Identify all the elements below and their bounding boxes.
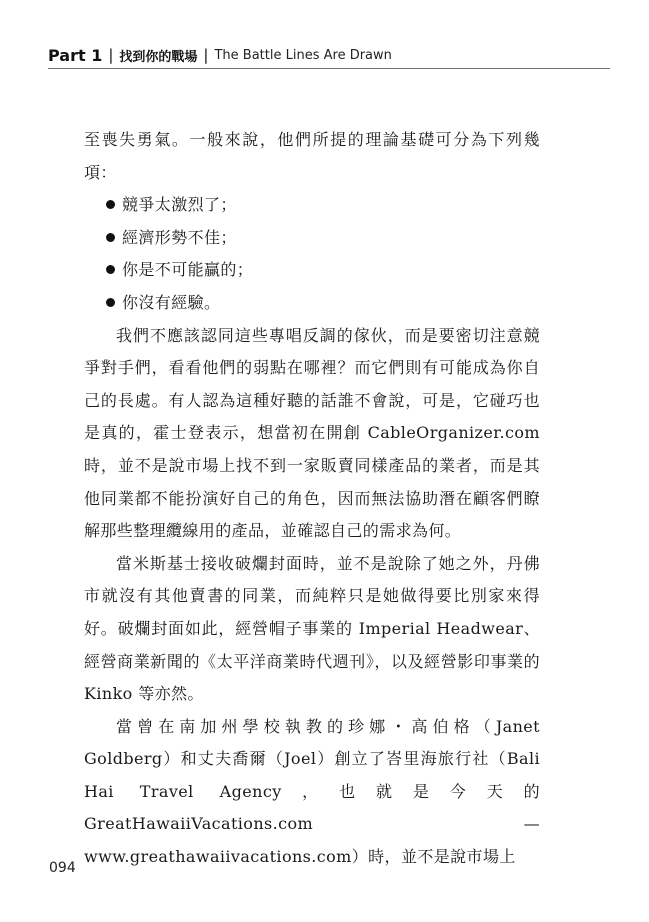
part-label: Part 1 [48,45,103,65]
header-rule [48,68,610,69]
paragraph: 我們不應該認同這些專唱反調的傢伙，而是要密切注意競爭對手們，看看他們的弱點在哪裡？而它們則有可能成為你自己的長處。有人認為這種好聽的話誰不會說，可是，它碰巧也是真的，霍士登表示，想當初在開創 CableOrganizer.com 時，並不是說市場上找不到一家販賣同樣產品的業者，而是其他同業都不能扮演好自己的角色，因而無法協助潛在顧客們瞭解那些整理纜線用的產品，並確認自己的需求為何。 [84,325,540,541]
chapter-title-chinese: 找到你的戰場 [119,49,198,65]
list-item [84,254,540,287]
bullet-icon [106,200,115,209]
paragraph: 當米斯基士接收破爛封面時，並不是說除了她之外，丹佛市就沒有其他賣書的同業，而純粹只是她做得要比別家來得好。破爛封面如此，經營帽子事業的 Imperial Headwear、經營商業新聞的《太平洋商業時代週刊》，以及經營影印事業的 Kinko 等亦然。 [84,553,540,704]
list-item-text: 經濟形勢不佳； [122,227,237,247]
bullet-icon [106,265,115,274]
list-item-text: 你沒有經驗。 [122,292,221,312]
running-header [48,42,610,68]
bullet-icon [106,298,115,307]
body-text [84,124,540,874]
list-item-text: 競爭太激烈了； [122,195,237,215]
bullet-list [84,189,540,319]
header-separator: | [108,46,114,64]
list-item-text: 你是不可能贏的； [122,260,254,280]
list-item [84,222,540,255]
page-number: 094 [49,860,76,876]
header-separator: | [203,46,209,64]
intro-paragraph: 至喪失勇氣。一般來說，他們所提的理論基礎可分為下列幾項： [84,130,540,182]
paragraph: 當曾在南加州學校執教的珍娜・高伯格（Janet Goldberg）和丈夫喬爾（Joel）創立了峇里海旅行社（Bali Hai Travel Agency，也就是今天的 GreatHawaiiVacations.com — www.greathawaiivacations.com）時，並不是說市場上 [84,716,540,867]
list-item [84,189,540,222]
list-item [84,287,540,320]
bullet-icon [106,233,115,242]
chapter-title-english: The Battle Lines Are Drawn [214,47,392,63]
